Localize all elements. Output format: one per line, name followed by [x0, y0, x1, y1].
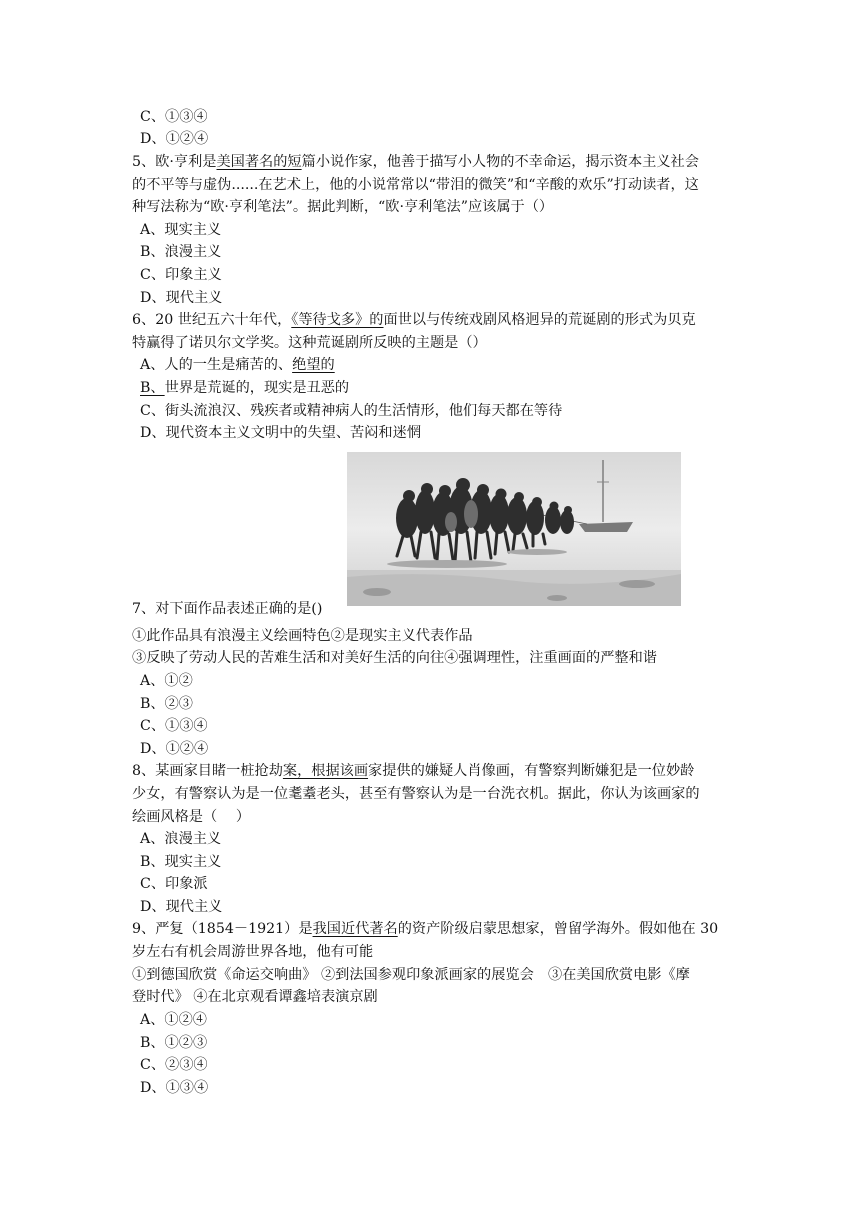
q9-stem-text: 的资产阶级启蒙思想家，曾留学海外。假如他在 30 — [397, 921, 719, 937]
q6-option-b — [140, 377, 349, 399]
q5-stem-line2: 的不平等与虚伪......在艺术上，他的小说常常以“带泪的微笑”和“辛酸的欢乐”打动读者，这 — [132, 177, 699, 193]
q4-option-c: C、①③④ — [140, 109, 208, 125]
q8-option-c: C、印象派 — [140, 876, 208, 892]
q9-stem-line1 — [132, 918, 718, 940]
q9-stem-text: 9、严复（1854－1921）是 — [132, 921, 313, 937]
q7-stem-line1: 7、对下面作品表述正确的是() — [132, 601, 323, 617]
q9-option-c: C、②③④ — [140, 1057, 208, 1073]
q7-option-b: B、②③ — [140, 696, 193, 712]
q5-stem-line3: 种写法称为“欧·亨利笔法”。据此判断，“欧·亨利笔法”应该属于（） — [132, 199, 554, 215]
q6-stem-text: 面世以与传统戏剧风格迥异的荒诞剧的形式为贝克 — [383, 312, 696, 328]
q5-option-d: D、现代主义 — [140, 290, 223, 306]
q5-stem-line1 — [132, 151, 699, 173]
q7-option-a: A、①② — [140, 673, 193, 689]
q5-underlined-text: 美国著名的短 — [216, 154, 302, 170]
q7-option-d: D、①②④ — [140, 741, 209, 757]
q8-stem-text: 8、某画家目睹一桩抢劫 — [132, 763, 283, 779]
q8-option-d: D、现代主义 — [140, 899, 223, 915]
q5-option-b: B、浪漫主义 — [140, 244, 222, 260]
q9-stem-line3: ①到德国欣赏《命运交响曲》 ②到法国参观印象派画家的展览会 ③在美国欣赏电影《摩 — [132, 967, 690, 983]
q8-stem-line3: 绘画风格是（ ） — [132, 809, 251, 825]
q7-stem-line3: ③反映了劳动人民的苦难生活和对美好生活的向往④强调理性，注重画面的严整和谐 — [132, 650, 657, 666]
q7-stem-line2: ①此作品具有浪漫主义绘画特色②是现实主义代表作品 — [132, 628, 473, 644]
q6-stem-line1 — [132, 309, 696, 331]
q8-option-b: B、现实主义 — [140, 854, 222, 870]
q6-option-a-text: A、人的一生是痛苦的、 — [140, 357, 293, 373]
q8-stem-line2: 少女，有警察认为是一位耄耋老头，甚至有警察认为是一台洗衣机。据此，你认为该画家的 — [132, 786, 700, 802]
q6-option-c: C、街头流浪汉、残疾者或精神病人的生活情形，他们每天都在等待 — [140, 403, 563, 419]
q8-option-a: A、浪漫主义 — [140, 831, 222, 847]
q6-option-b-letter: B、 — [140, 380, 165, 396]
q4-option-d: D、①②④ — [140, 131, 209, 147]
q6-option-a — [140, 354, 335, 376]
q6-stem-text: 6、20 世纪五六十年代， — [132, 312, 292, 328]
q8-stem-text: 家提供的嫌疑人肖像画，有警察判断嫌犯是一位妙龄 — [368, 763, 695, 779]
q6-stem-line2: 特赢得了诺贝尔文学奖。这种荒诞剧所反映的主题是（） — [132, 335, 487, 351]
q6-option-d: D、现代资本主义文明中的失望、苦闷和迷惘 — [140, 425, 421, 441]
q5-option-c: C、印象主义 — [140, 267, 222, 283]
q9-stem-line4: 登时代》 ④在北京观看谭鑫培表演京剧 — [132, 989, 378, 1005]
q8-underlined-text: 案，根据该画 — [282, 763, 369, 779]
q9-option-a: A、①②④ — [140, 1012, 207, 1028]
q9-underlined-text: 我国近代著名 — [312, 921, 398, 937]
q9-option-b: B、①②③ — [140, 1035, 208, 1051]
q5-stem-text: 篇小说作家，他善于描写小人物的不幸命运，揭示资本主义社会 — [301, 154, 699, 170]
painting-image — [347, 452, 681, 606]
q5-stem-text: 5、欧·亨利是 — [132, 154, 217, 170]
q6-option-b-text: 世界是荒诞的，现实是丑恶的 — [164, 380, 350, 396]
q9-option-d: D、①③④ — [140, 1080, 209, 1096]
q5-option-a: A、现实主义 — [140, 222, 222, 238]
q7-option-c: C、①③④ — [140, 718, 208, 734]
q6-underlined-text: 《等待戈多》的 — [291, 312, 384, 328]
q8-stem-line1 — [132, 760, 694, 782]
q9-stem-line2: 岁左右有机会周游世界各地，他有可能 — [132, 944, 374, 960]
q6-option-a-underlined: 绝望的 — [292, 357, 335, 373]
